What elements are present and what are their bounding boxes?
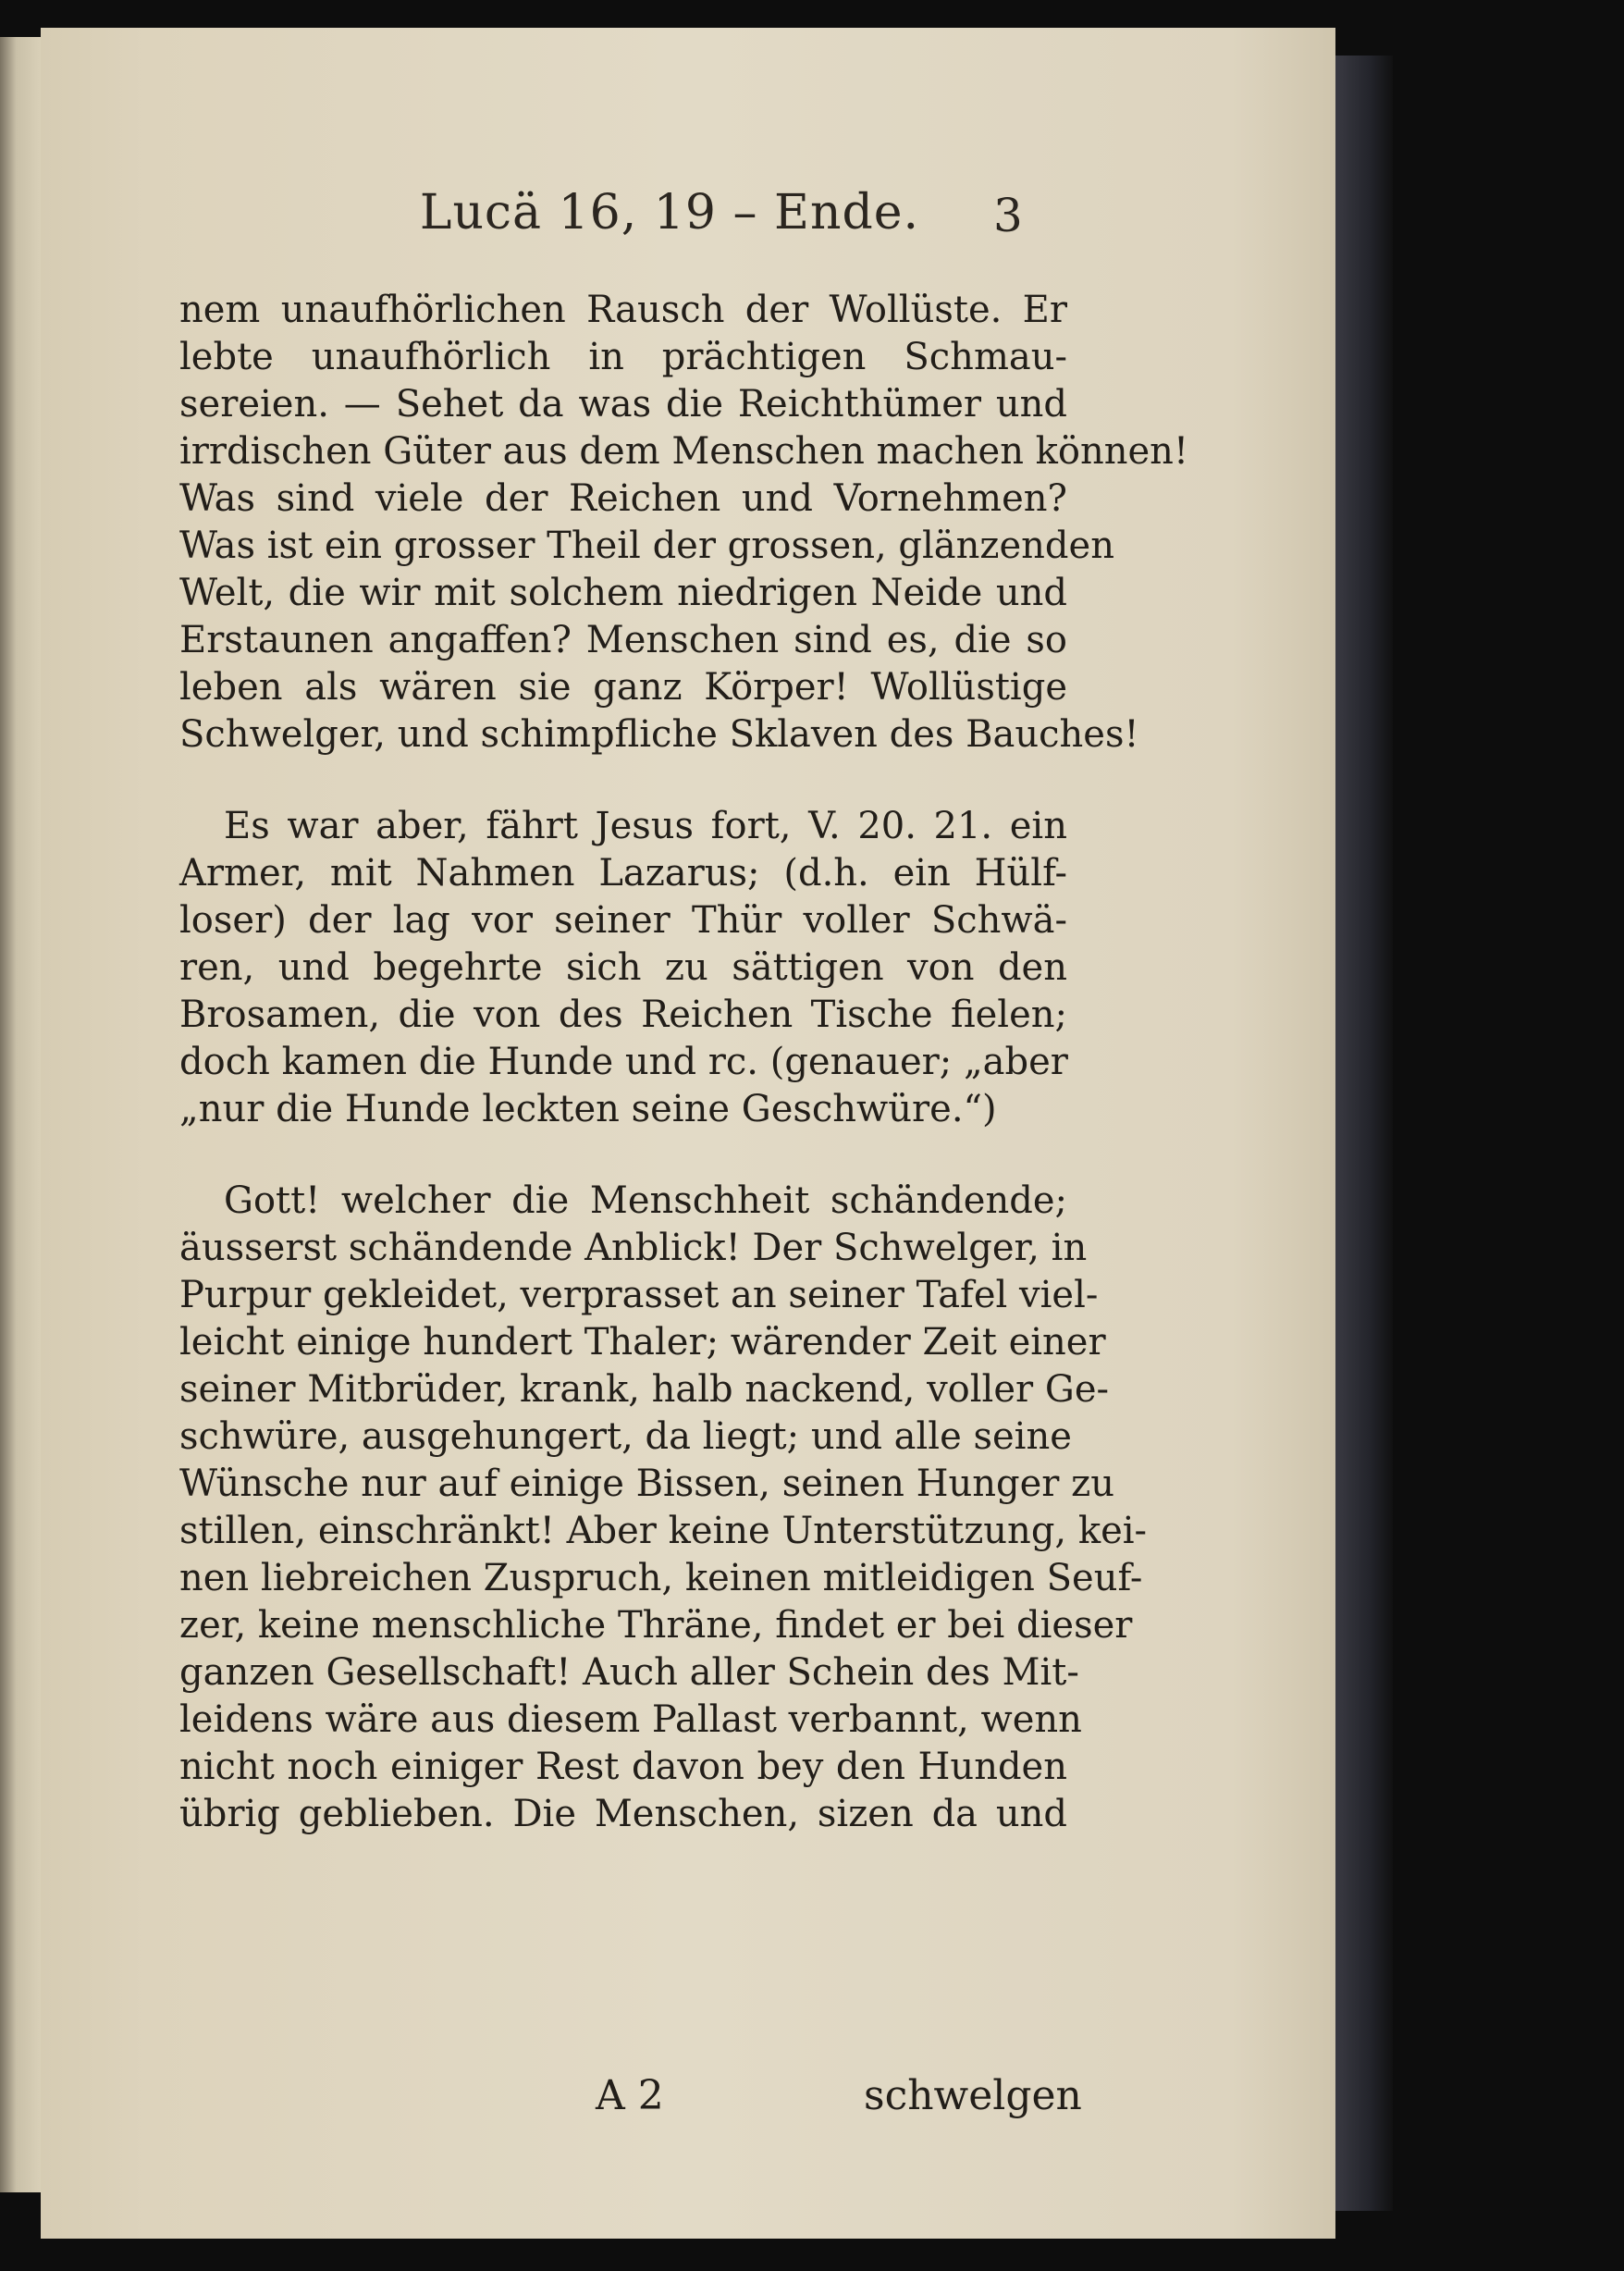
text-line: irrdischen Güter aus dem Menschen machen können! bbox=[179, 430, 1189, 473]
text-line: Welt, die wir mit solchem niedrigen Neide und bbox=[179, 572, 1067, 614]
text-line: Was ist ein grosser Theil der grossen, glänzenden bbox=[179, 525, 1114, 567]
text-line: leidens wäre aus diesem Pallast verbannt, wenn bbox=[179, 1698, 1082, 1741]
text-line: zer, keine menschliche Thräne, findet er bei dieser bbox=[179, 1604, 1133, 1647]
text-line: loser) der lag vor seiner Thür voller Schwä- bbox=[179, 899, 1067, 942]
text-line: Armer, mit Nahmen Lazarus; (d.h. ein Hülf- bbox=[179, 852, 1067, 895]
paragraph bbox=[179, 803, 1067, 1133]
text-line: stillen, einschränkt! Aber keine Unterstützung, kei- bbox=[179, 1510, 1148, 1552]
paragraph-gap bbox=[179, 1133, 1067, 1178]
text-line: sereien. — Sehet da was die Reichthümer und bbox=[179, 383, 1067, 426]
body-text bbox=[179, 287, 1189, 1838]
paragraph-gap bbox=[179, 759, 1067, 803]
text-line: leicht einige hundert Thaler; wärender Zeit einer bbox=[179, 1321, 1106, 1364]
text-line: doch kamen die Hunde und rc. (genauer; „aber bbox=[179, 1041, 1068, 1083]
text-line: „nur die Hunde leckten seine Geschwüre.“) bbox=[179, 1088, 997, 1130]
text-line: nen liebreichen Zuspruch, keinen mitleidigen Seuf- bbox=[179, 1557, 1143, 1599]
text-line: Was sind viele der Reichen und Vornehmen? bbox=[179, 477, 1067, 520]
catchword: schwelgen bbox=[864, 2072, 1082, 2119]
text-line: ren, und begehrte sich zu sättigen von den bbox=[179, 946, 1067, 989]
facing-page-edge bbox=[0, 37, 41, 2192]
text-line: Schwelger, und schimpfliche Sklaven des Bauches! bbox=[179, 713, 1139, 756]
text-line: Purpur gekleidet, verprasset an seiner Tafel viel- bbox=[179, 1274, 1099, 1316]
paragraph bbox=[179, 287, 1189, 759]
text-line: Erstaunen angaffen? Menschen sind es, die so bbox=[179, 619, 1067, 661]
page-number: 3 bbox=[993, 189, 1023, 242]
signature-mark: A 2 bbox=[596, 2072, 664, 2119]
book-cover-edge bbox=[1335, 56, 1393, 2211]
text-line: Gott! welcher die Menschheit schändende; bbox=[224, 1179, 1067, 1222]
text-line: lebte unaufhörlich in prächtigen Schmau- bbox=[179, 336, 1067, 378]
text-line: ganzen Gesellschaft! Auch aller Schein des Mit- bbox=[179, 1651, 1079, 1694]
text-line: leben als wären sie ganz Körper! Wollüstige bbox=[179, 666, 1067, 709]
text-line: Wünsche nur auf einige Bissen, seinen Hunger zu bbox=[179, 1463, 1114, 1505]
text-line: nem unaufhörlichen Rausch der Wollüste. Er bbox=[179, 289, 1067, 331]
text-line: nicht noch einiger Rest davon bey den Hunden bbox=[179, 1746, 1067, 1788]
text-line: Brosamen, die von des Reichen Tische fielen; bbox=[179, 994, 1067, 1036]
paragraph bbox=[179, 1178, 1148, 1838]
text-line: äusserst schändende Anblick! Der Schwelger, in bbox=[179, 1227, 1088, 1269]
book-page bbox=[41, 28, 1335, 2239]
text-line: Es war aber, fährt Jesus fort, V. 20. 21. ein bbox=[224, 805, 1067, 847]
running-head: Lucä 16, 19 – Ende. bbox=[419, 185, 920, 241]
text-line: übrig geblieben. Die Menschen, sizen da und bbox=[179, 1793, 1067, 1835]
page-header bbox=[41, 185, 1335, 259]
text-line: schwüre, ausgehungert, da liegt; und alle seine bbox=[179, 1415, 1072, 1458]
text-line: seiner Mitbrüder, krank, halb nackend, voller Ge- bbox=[179, 1368, 1109, 1411]
